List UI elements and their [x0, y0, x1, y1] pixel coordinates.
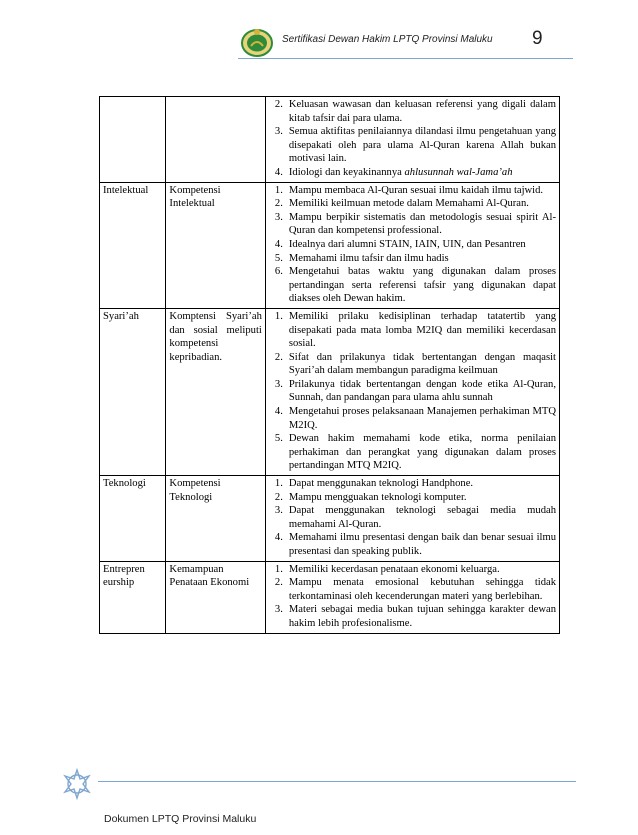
item-text-italic: ahlusunnah wal-Jama’ah — [404, 166, 513, 178]
list-item — [269, 351, 556, 378]
item-number: 1. — [274, 310, 283, 322]
indicators-cell — [265, 476, 559, 562]
item-number: 4. — [274, 238, 283, 250]
item-text — [289, 531, 556, 558]
item-text-main: Idealnya dari alumni STAIN, IAIN, UIN, dan Pesantren — [288, 238, 526, 250]
list-item — [269, 405, 556, 432]
list-item — [269, 125, 556, 166]
item-text-main: Mampu menata emosional kebutuhan sehingga tidak terkontaminasi oleh kecenderungan materi yang berlebihan. — [288, 577, 556, 602]
item-text — [289, 166, 556, 180]
item-text — [289, 603, 556, 630]
item-text-main: Mampu mengguakan teknologi komputer. — [288, 491, 467, 503]
item-text — [289, 211, 556, 238]
competency-table — [99, 96, 560, 634]
aspect-cell: Teknologi — [100, 476, 166, 562]
table-row — [100, 476, 560, 562]
list-item — [269, 197, 556, 211]
indicators-cell — [265, 182, 559, 308]
competency-cell: Komptensi Syari’ah dan sosial meliputi kompetensi kepribadian. — [166, 308, 265, 475]
list-item — [269, 491, 556, 505]
competency-cell — [166, 97, 265, 183]
footer-rule — [98, 781, 576, 782]
item-text — [289, 477, 556, 491]
star-ornament-icon — [58, 766, 96, 802]
lptq-emblem-icon — [240, 26, 274, 58]
indicator-list — [269, 184, 556, 306]
item-text-main: Mampu berpikir sistematis dan metodologis sesuai spirit Al-Quran dan kompetensi professional. — [288, 211, 556, 237]
item-text-main: Materi sebagai media bukan tujuan sehingga karakter dewan hakim lebih profesionalisme. — [288, 604, 556, 629]
item-text-main: Memahami ilmu presentasi dengan baik dan benar sesuai ilmu presentasi dan speaking publik. — [288, 532, 556, 557]
list-item — [269, 603, 556, 630]
aspect-cell: Syari’ah — [100, 308, 166, 475]
item-text-main: Semua aktifitas penilaiannya dilandasi ilmu pengetahuan yang disepakati oleh para ulama Al-Quran karena Allah bukan motivasi lain. — [288, 126, 556, 165]
list-item — [269, 184, 556, 198]
item-number: 2. — [274, 351, 283, 363]
indicators-cell — [265, 308, 559, 475]
indicator-list — [269, 563, 556, 631]
list-item — [269, 531, 556, 558]
item-text-main: Memiliki kecerdasan penataan ekonomi keluarga. — [288, 563, 500, 575]
list-item — [269, 166, 556, 180]
list-item — [269, 504, 556, 531]
list-item — [269, 238, 556, 252]
page-number: 9 — [532, 28, 543, 49]
item-text — [289, 432, 556, 473]
item-text-main: Memiliki prilaku kedisiplinan terhadap tatatertib yang disepakati pada mata lomba M2IQ dan memiliki kecerdasan sosial. — [288, 310, 556, 350]
list-item — [269, 563, 556, 577]
table-row — [100, 182, 560, 308]
list-item — [269, 432, 556, 473]
item-text — [289, 351, 556, 378]
item-number: 2. — [274, 577, 283, 589]
indicator-list — [269, 310, 556, 473]
item-text-main: Memiliki keilmuan metode dalam Memahami Al-Quran. — [288, 198, 529, 210]
list-item — [269, 576, 556, 603]
list-item — [269, 310, 556, 351]
item-text — [289, 125, 556, 166]
item-text — [289, 563, 556, 577]
aspect-cell: Intelektual — [100, 182, 166, 308]
header-title: Sertifikasi Dewan Hakim LPTQ Provinsi Maluku — [282, 34, 493, 45]
item-number: 6. — [274, 266, 283, 278]
item-text — [289, 378, 556, 405]
table-row — [100, 308, 560, 475]
item-number: 4. — [274, 406, 283, 418]
item-text — [289, 504, 556, 531]
item-text-main: Memahami ilmu tafsir dan ilmu hadis — [288, 252, 449, 264]
item-text — [289, 98, 556, 125]
item-text — [289, 576, 556, 603]
header-rule — [238, 58, 573, 59]
competency-cell: Kompetensi Intelektual — [166, 182, 265, 308]
indicator-list — [269, 98, 556, 180]
list-item — [269, 211, 556, 238]
list-item — [269, 252, 556, 266]
item-number: 4. — [274, 166, 283, 178]
indicators-cell — [265, 97, 559, 183]
indicators-cell — [265, 561, 559, 633]
item-number: 5. — [274, 252, 283, 264]
item-text-main: Prilakunya tidak bertentangan dengan kode etika Al-Quran, Sunnah, dan pandangan para ulama ahlu sunnah — [288, 378, 556, 404]
item-text-main: Mengetahui batas waktu yang digunakan dalam proses pertandingan serta referensi tafsir yang digunakan dapat diakses oleh Dewan hakim. — [288, 266, 556, 305]
item-number: 4. — [274, 532, 283, 544]
item-text — [289, 265, 556, 306]
item-text — [289, 197, 556, 211]
item-text-main: Dapat menggunakan teknologi Handphone. — [288, 478, 474, 490]
item-text-main: Dewan hakim memahami kode etika, norma penilaian perhakiman dan perangkat yang digunakan dalam proses pertandingan MTQ M2IQ. — [288, 433, 556, 472]
aspect-cell: Entrepren eurship — [100, 561, 166, 633]
item-text-main: Dapat menggunakan teknologi sebagai media mudah memahami Al-Quran. — [288, 505, 556, 530]
item-text — [289, 238, 556, 252]
item-number: 1. — [274, 563, 283, 575]
item-number: 3. — [274, 126, 283, 138]
item-text — [289, 252, 556, 266]
item-text-main: Idiologi dan keyakinannya — [288, 166, 405, 178]
indicator-list — [269, 477, 556, 559]
table-row — [100, 561, 560, 633]
item-text-main: Mengetahui proses pelaksanaan Manajemen perhakiman MTQ M2IQ. — [288, 406, 556, 431]
item-text-main: Mampu membaca Al-Quran sesuai ilmu kaidah ilmu tajwid. — [288, 184, 544, 196]
item-number: 3. — [274, 378, 283, 390]
item-text — [289, 184, 556, 198]
list-item — [269, 98, 556, 125]
item-number: 3. — [274, 211, 283, 223]
list-item — [269, 477, 556, 491]
item-text — [289, 405, 556, 432]
item-number: 2. — [274, 99, 283, 110]
item-text-main: Sifat dan prilakunya tidak bertentangan dengan maqasit Syari’ah dalam membangun paradigma keilmuan — [288, 351, 556, 377]
page-header — [240, 22, 570, 62]
competency-cell: Kemampuan Penataan Ekonomi — [166, 561, 265, 633]
list-item — [269, 378, 556, 405]
footer-text: Dokumen LPTQ Provinsi Maluku — [104, 813, 257, 825]
list-item — [269, 265, 556, 306]
competency-cell: Kompetensi Teknologi — [166, 476, 265, 562]
item-number: 1. — [274, 478, 283, 490]
item-text — [289, 491, 556, 505]
aspect-cell — [100, 97, 166, 183]
item-number: 3. — [274, 604, 283, 616]
item-number: 1. — [274, 184, 283, 196]
table-row — [100, 97, 560, 183]
item-text-main: Keluasan wawasan dan keluasan referensi yang digali dalam kitab tafsir dai para ulama. — [288, 99, 556, 124]
item-text — [289, 310, 556, 351]
item-number: 2. — [274, 198, 283, 210]
item-number: 3. — [274, 505, 283, 517]
item-number: 5. — [274, 433, 283, 445]
item-number: 2. — [274, 491, 283, 503]
